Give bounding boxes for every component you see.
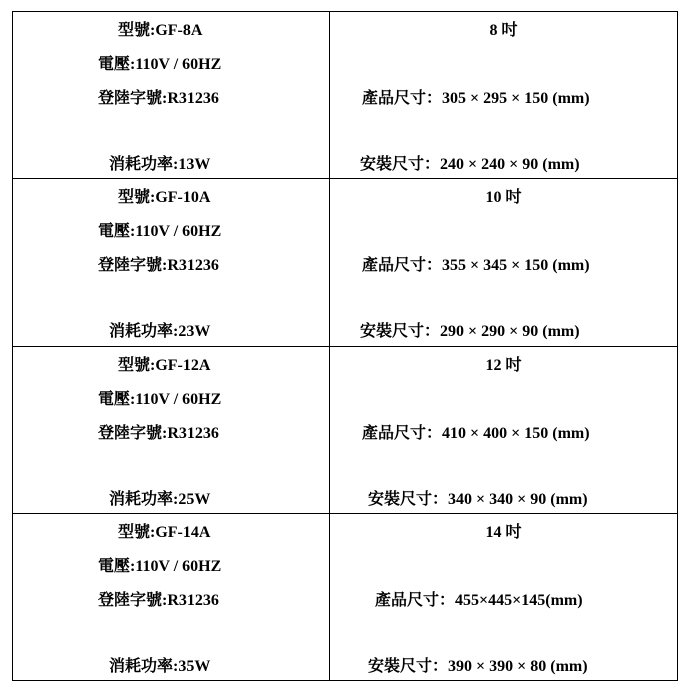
- table-row: [13, 178, 677, 345]
- size-label: 8 吋: [489, 22, 518, 39]
- model-label: 型號:GF-8A: [118, 22, 203, 39]
- spec-table: [12, 11, 678, 681]
- size-label: 14 吋: [485, 523, 522, 541]
- product-dimensions: 產品尺寸：410 × 400 × 150 (mm): [362, 424, 590, 442]
- voltage-label: 電壓:110V / 60HZ: [98, 223, 222, 241]
- spec-cell: [13, 179, 330, 345]
- power-label: 消耗功率:13W: [109, 156, 211, 173]
- size-label: 10 吋: [485, 189, 522, 207]
- spec-cell: [13, 12, 330, 178]
- voltage-label: 電壓:110V / 60HZ: [98, 56, 222, 73]
- dimension-cell: [330, 12, 677, 178]
- dimension-cell: [330, 179, 677, 345]
- registration-label: 登陸字號:R31236: [98, 257, 219, 275]
- model-label: 型號:GF-10A: [118, 189, 211, 207]
- install-dimensions: 安裝尺寸：390 × 390 × 80 (mm): [368, 657, 588, 675]
- dimension-cell: [330, 514, 677, 680]
- table-row: [13, 346, 677, 513]
- power-label: 消耗功率:25W: [109, 490, 211, 508]
- table-row: [13, 12, 677, 178]
- install-dimensions: 安裝尺寸：240 × 240 × 90 (mm): [360, 156, 580, 173]
- size-label: 12 吋: [485, 356, 522, 374]
- table-row: [13, 513, 677, 680]
- registration-label: 登陸字號:R31236: [98, 591, 219, 609]
- power-label: 消耗功率:35W: [109, 657, 211, 675]
- voltage-label: 電壓:110V / 60HZ: [98, 390, 222, 408]
- product-dimensions: 產品尺寸：305 × 295 × 150 (mm): [362, 90, 590, 107]
- model-label: 型號:GF-12A: [118, 356, 211, 374]
- dimension-cell: [330, 347, 677, 513]
- install-dimensions: 安裝尺寸：290 × 290 × 90 (mm): [360, 323, 580, 341]
- power-label: 消耗功率:23W: [109, 323, 211, 341]
- product-dimensions: 產品尺寸：355 × 345 × 150 (mm): [362, 257, 590, 275]
- install-dimensions: 安裝尺寸：340 × 340 × 90 (mm): [368, 490, 588, 508]
- registration-label: 登陸字號:R31236: [98, 424, 219, 442]
- voltage-label: 電壓:110V / 60HZ: [98, 557, 222, 575]
- registration-label: 登陸字號:R31236: [98, 90, 219, 107]
- product-dimensions: 產品尺寸：455×445×145(mm): [375, 591, 583, 609]
- spec-cell: [13, 514, 330, 680]
- spec-cell: [13, 347, 330, 513]
- model-label: 型號:GF-14A: [118, 523, 211, 541]
